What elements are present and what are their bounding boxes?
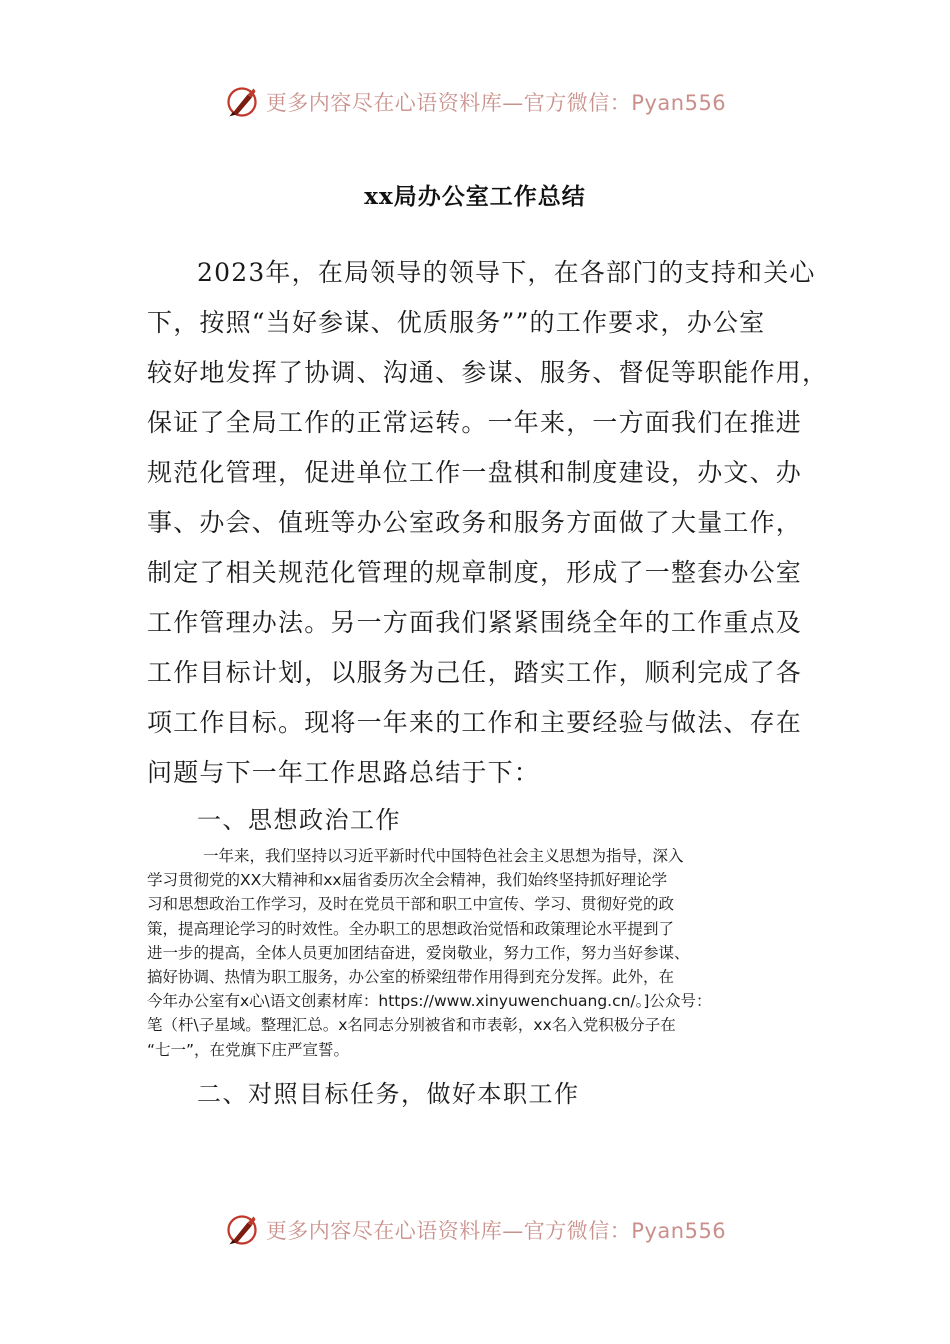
intro-line: 问题与下一年工作思路总结于下：: [147, 758, 541, 787]
intro-line: 制定了相关规范化管理的规章制度，形成了一整套办公室: [147, 558, 803, 587]
intro-line: 工作管理办法。另一方面我们紧紧围绕全年的工作重点及: [147, 608, 803, 637]
intro-line: 工作目标计划，以服务为己任，踏实工作，顺利完成了各: [147, 658, 803, 687]
intro-paragraph: [147, 248, 829, 798]
header-banner-text: 更多内容尽在心语资料库—官方微信：Pyan556: [265, 91, 727, 115]
intro-line: 规范化管理，促进单位工作一盘棋和制度建设，办文、办: [147, 458, 803, 487]
footer-banner: [0, 1208, 950, 1252]
section-1-line: 学习贯彻党的XX大精神和xx届省委历次全会精神，我们始终坚持抓好理论学: [147, 871, 668, 890]
intro-line: 保证了全局工作的正常运转。一年来，一方面我们在推进: [147, 408, 803, 437]
document-title: xx局办公室工作总结: [364, 183, 586, 210]
section-1-line: “七一”，在党旗下庄严宣誓。: [147, 1040, 350, 1059]
section-1-line: 策，提高理论学习的时效性。全办职工的思想政治觉悟和政策理论水平提到了: [147, 919, 675, 938]
section-1-line: 一年来，我们坚持以习近平新时代中国特色社会主义思想为指导，深入: [203, 847, 684, 865]
section-1-line: 今年办公室有x心\语文创素材库：https://www.xinyuwenchuang.cn/。]公众号：: [147, 992, 712, 1011]
section-1-line: 笔（杆\子星域。整理汇总。x名同志分别被省和市表彰，xx名入党积极分子在: [147, 1016, 676, 1035]
section-1-line: 习和思想政治工作学习，及时在党员干部和职工中宣传、学习、贯彻好党的政: [147, 895, 675, 914]
intro-line: 下，按照“当好参谋、优质服务””的工作要求，办公室: [147, 308, 766, 337]
section-1-line: 搞好协调、热情为职工服务，办公室的桥梁纽带作用得到充分发挥。此外，在: [147, 968, 675, 987]
section-heading-2: 二、对照目标任务，做好本职工作: [197, 1080, 580, 1108]
intro-line: 项工作目标。现将一年来的工作和主要经验与做法、存在: [147, 708, 803, 737]
section-heading-1: 一、思想政治工作: [197, 806, 401, 834]
section-1-line: 进一步的提高，全体人员更加团结奋进，爱岗敬业，努力工作，努力当好参谋、: [147, 943, 690, 962]
header-banner: [0, 80, 950, 124]
intro-line: 2023年，在局领导的领导下，在各部门的支持和关心: [197, 258, 816, 287]
intro-line: 事、办会、值班等办公室政务和服务方面做了大量工作，: [147, 508, 803, 537]
pen-nib-logo-icon: [224, 1212, 260, 1248]
pen-nib-logo-icon: [224, 84, 260, 120]
section-1-paragraph: [147, 844, 812, 1062]
intro-line: 较好地发挥了协调、沟通、参谋、服务、督促等职能作用，: [147, 358, 829, 387]
footer-banner-text: 更多内容尽在心语资料库—官方微信：Pyan556: [265, 1219, 727, 1243]
